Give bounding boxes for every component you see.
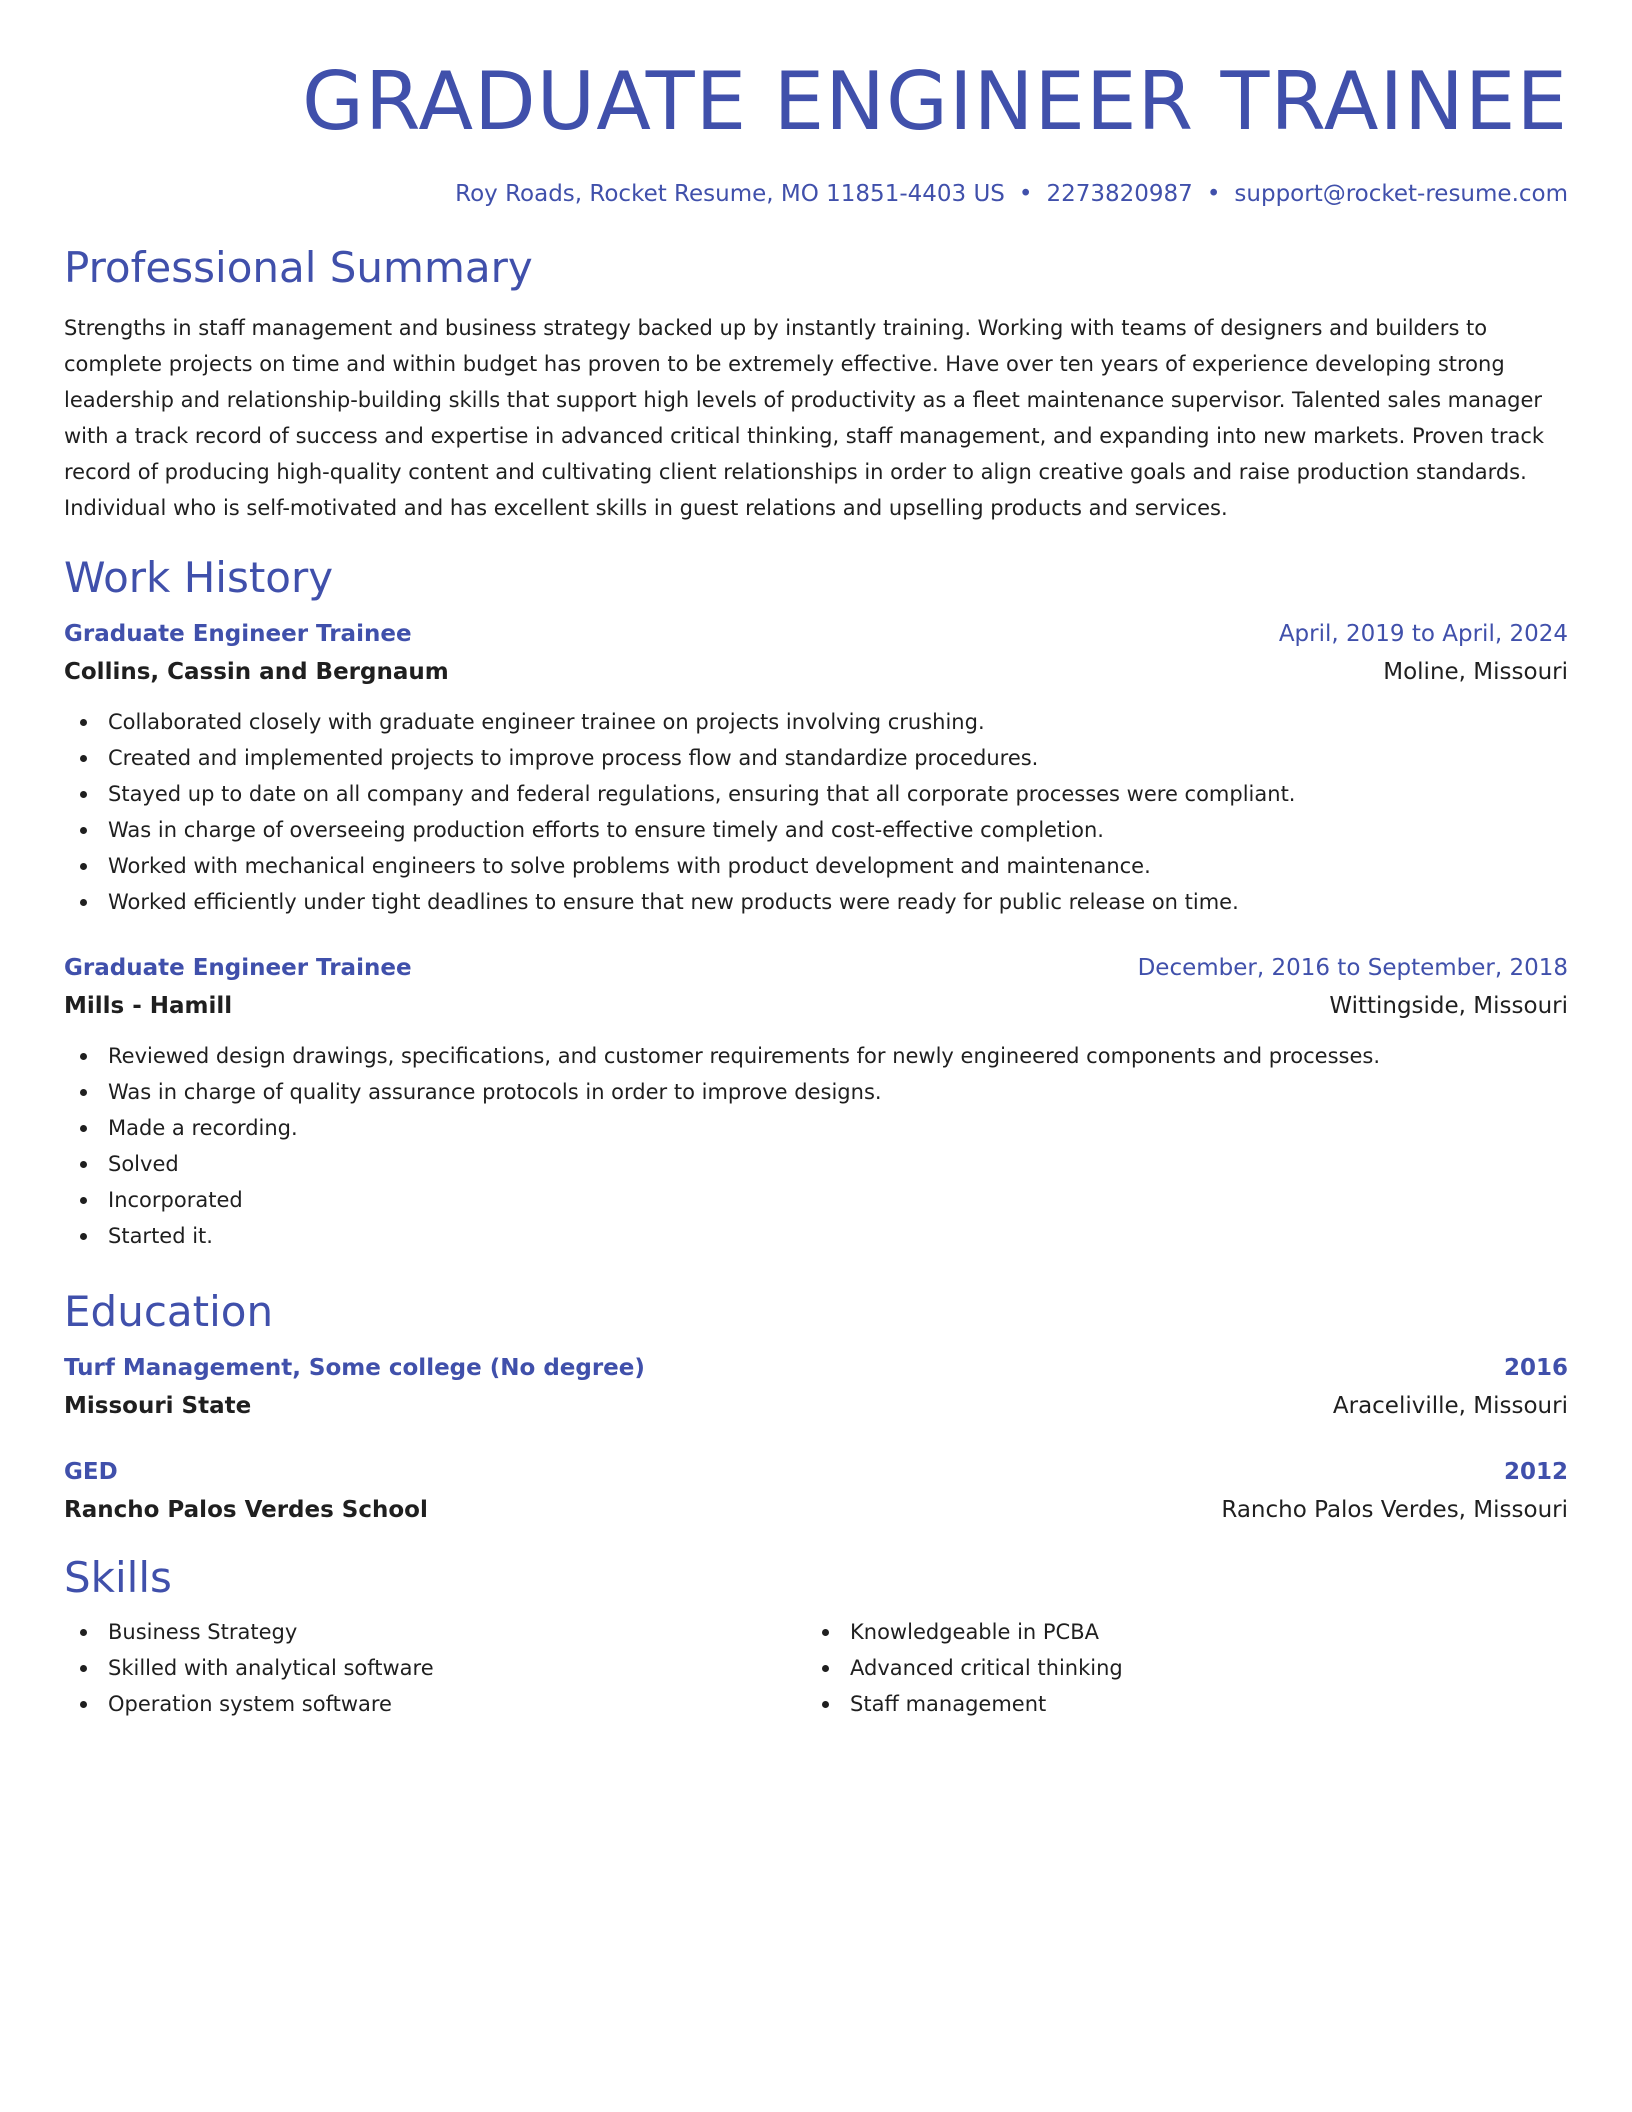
job-location: Wittingside, Missouri	[1329, 993, 1568, 1019]
work-entry-subheader	[64, 652, 1568, 692]
resume-title: GRADUATE ENGINEER TRAINEE	[302, 55, 1568, 148]
list-item: Staff management	[806, 1686, 1548, 1722]
job-dates: December, 2016 to September, 2018	[1137, 955, 1568, 981]
list-item: Incorporated	[64, 1182, 1568, 1218]
list-item: Skilled with analytical software	[64, 1650, 806, 1686]
company-name: Collins, Cassin and Bergnaum	[64, 659, 449, 685]
work-history-heading: Work History	[64, 553, 334, 602]
job-bullets	[64, 1038, 1568, 1254]
school-name: Rancho Palos Verdes School	[64, 1497, 428, 1523]
summary-heading: Professional Summary	[64, 243, 533, 292]
contact-separator: •	[1018, 181, 1033, 207]
job-title: Graduate Engineer Trainee	[64, 955, 412, 981]
graduation-year: 2012	[1503, 1459, 1568, 1485]
graduation-year: 2016	[1503, 1355, 1568, 1381]
education-entry-header	[64, 1454, 1568, 1490]
school-location: Araceliville, Missouri	[1332, 1393, 1568, 1419]
list-item: Made a recording.	[64, 1110, 1568, 1146]
education-entry-subheader	[64, 1386, 1568, 1426]
work-entry-header	[64, 616, 1568, 652]
list-item: Created and implemented projects to improve process flow and standardize procedures.	[64, 740, 1568, 776]
school-name: Missouri State	[64, 1393, 252, 1419]
list-item: Worked with mechanical engineers to solve problems with product development and maintenance.	[64, 848, 1568, 884]
education-entry-subheader	[64, 1490, 1568, 1530]
list-item: Stayed up to date on all company and federal regulations, ensuring that all corporate processes were compliant.	[64, 776, 1568, 812]
summary-text: Strengths in staff management and business strategy backed up by instantly training. Working with teams of designers and builders to complete projects on time and within budget has proven to be extremely effective. Have over ten years of experience developing strong leadership and relationship-building skills that support high levels of productivity as a fleet maintenance supervisor. Talented sales manager with a track record of success and expertise in advanced critical thinking, staff management, and expanding into new markets. Proven track record of producing high-quality content and cultivating client relationships in order to align creative goals and raise production standards. Individual who is self-motivated and has excellent skills in guest relations and upselling products and services.	[64, 316, 1545, 520]
contact-phone: 2273820987	[1046, 181, 1193, 207]
list-item: Worked efficiently under tight deadlines to ensure that new products were ready for public release on time.	[64, 884, 1568, 920]
list-item: Business Strategy	[64, 1614, 806, 1650]
skills-column-left	[64, 1614, 806, 1722]
list-item: Started it.	[64, 1218, 1568, 1254]
list-item: Operation system software	[64, 1686, 806, 1722]
education-entry	[64, 1350, 1568, 1426]
skills-bullets	[806, 1614, 1548, 1722]
job-location: Moline, Missouri	[1383, 659, 1568, 685]
skills-column-right	[806, 1614, 1548, 1722]
list-item: Reviewed design drawings, specifications, and customer requirements for newly engineered components and processes.	[64, 1038, 1568, 1074]
company-name: Mills - Hamill	[64, 993, 233, 1019]
list-item: Was in charge of overseeing production efforts to ensure timely and cost-effective completion.	[64, 812, 1568, 848]
work-entry-header	[64, 950, 1568, 986]
skills-bullets	[64, 1614, 806, 1722]
contact-info	[64, 178, 1568, 210]
list-item: Collaborated closely with graduate engineer trainee on projects involving crushing.	[64, 704, 1568, 740]
education-heading: Education	[64, 1287, 274, 1336]
work-entry	[64, 950, 1568, 1254]
job-dates: April, 2019 to April, 2024	[1278, 621, 1568, 647]
contact-address: Roy Roads, Rocket Resume, MO 11851-4403 US	[455, 181, 1005, 207]
list-item: Solved	[64, 1146, 1568, 1182]
contact-separator: •	[1206, 181, 1221, 207]
job-bullets	[64, 704, 1568, 920]
education-entry-header	[64, 1350, 1568, 1386]
skills-heading: Skills	[64, 1553, 172, 1602]
job-title: Graduate Engineer Trainee	[64, 621, 412, 647]
school-location: Rancho Palos Verdes, Missouri	[1221, 1497, 1568, 1523]
list-item: Advanced critical thinking	[806, 1650, 1548, 1686]
contact-email[interactable]: support@rocket-resume.com	[1234, 181, 1568, 207]
degree-name: GED	[64, 1459, 118, 1485]
list-item: Knowledgeable in PCBA	[806, 1614, 1548, 1650]
work-entry	[64, 616, 1568, 920]
skills-list	[64, 1614, 1568, 1722]
work-entry-subheader	[64, 986, 1568, 1026]
degree-name: Turf Management, Some college (No degree)	[64, 1355, 645, 1381]
list-item: Was in charge of quality assurance protocols in order to improve designs.	[64, 1074, 1568, 1110]
education-entry	[64, 1454, 1568, 1530]
